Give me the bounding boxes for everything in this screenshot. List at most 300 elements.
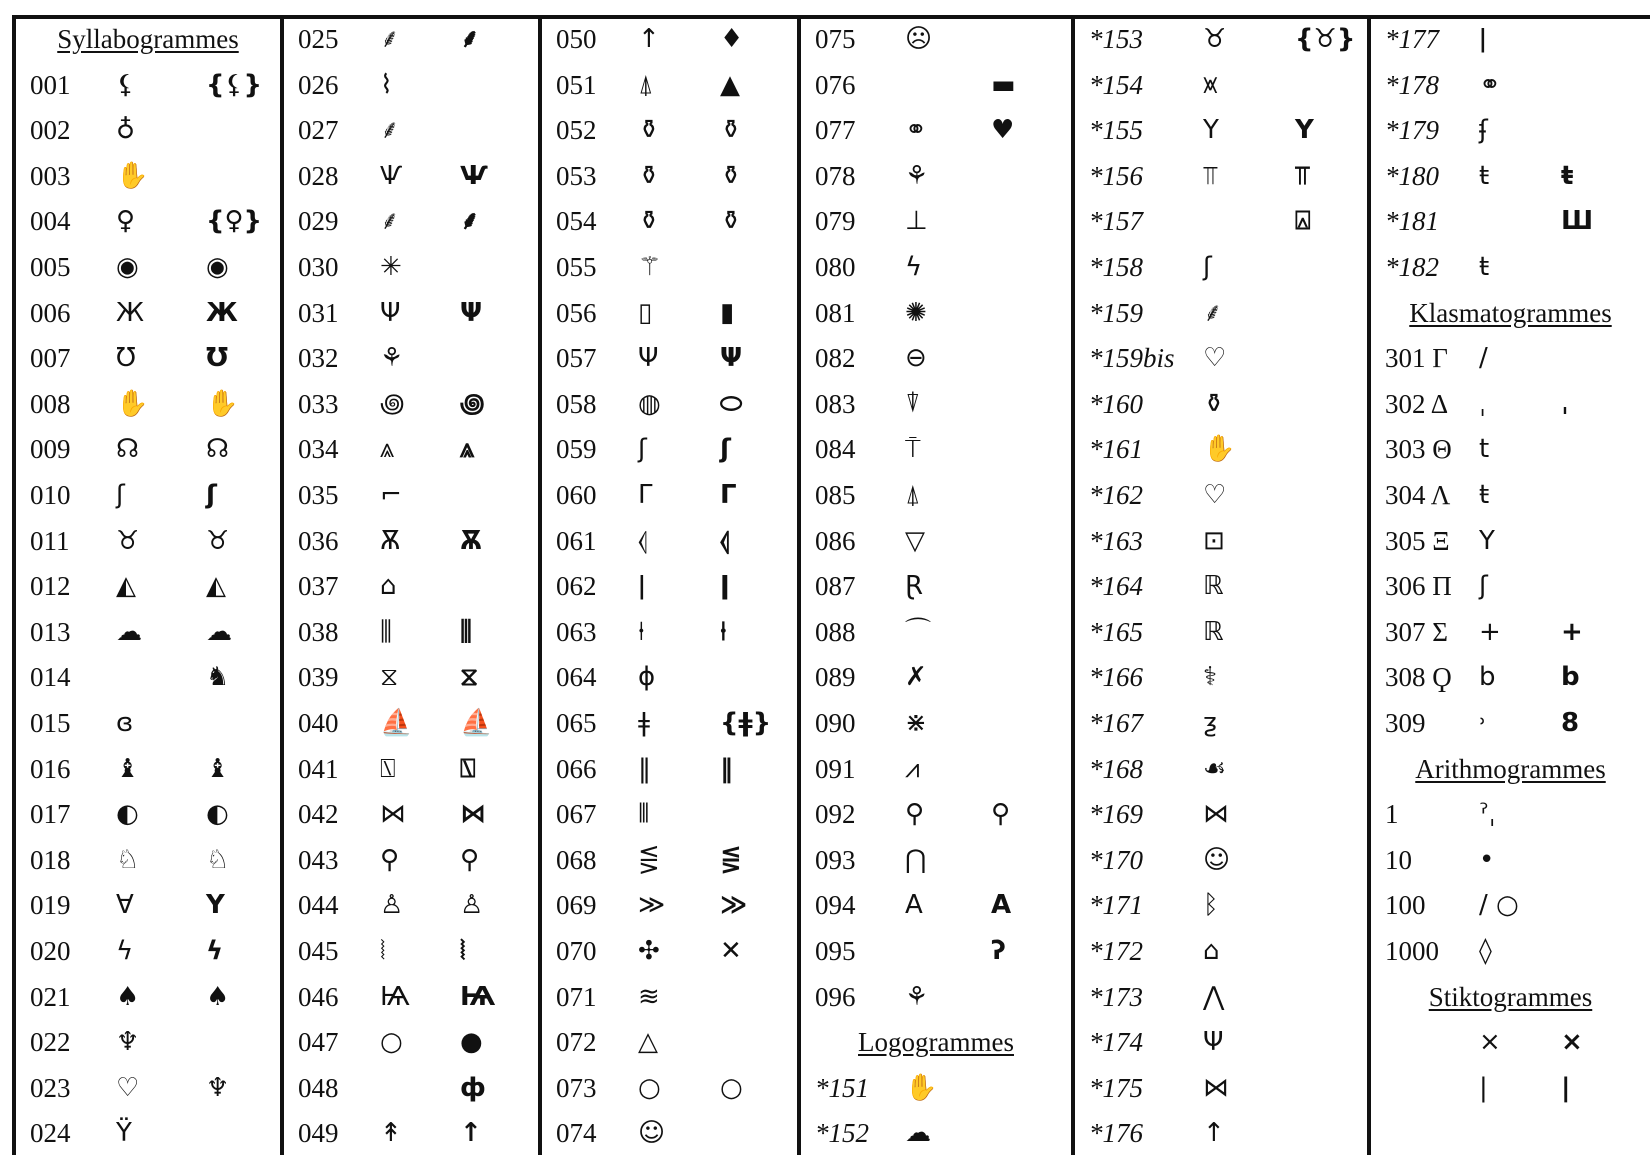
sign-row — [542, 247, 797, 292]
sign-code: *162 — [1089, 480, 1143, 510]
sign-row — [284, 1113, 538, 1158]
sign-row — [1371, 794, 1650, 839]
sign-row — [284, 384, 538, 429]
sign-row — [284, 201, 538, 246]
sign-row — [16, 156, 280, 201]
sign-row — [284, 749, 538, 794]
sign-glyph-outline: ♡ — [1203, 343, 1227, 374]
sign-row — [284, 247, 538, 292]
sign-code: 069 — [556, 890, 597, 921]
sign-row — [1075, 749, 1367, 794]
sign-glyph-solid: ϟ — [206, 936, 224, 966]
sign-glyph-solid: ʃ — [720, 434, 731, 465]
sign-code: *158 — [1089, 252, 1143, 282]
sign-row — [542, 703, 797, 748]
sign-row — [542, 110, 797, 155]
sign-code: 013 — [30, 616, 71, 647]
section-heading: Klasmatogrammes — [1409, 297, 1612, 328]
sign-glyph-outline: ϟ — [905, 252, 923, 282]
sign-code: 061 — [556, 525, 597, 556]
sign-glyph-solid: ⫪ — [1295, 160, 1310, 191]
sign-glyph-outline: ○ — [638, 1072, 661, 1103]
sign-row — [1075, 156, 1367, 201]
sign-code: 305 Ξ — [1385, 525, 1450, 556]
sign-code: 057 — [556, 343, 597, 374]
sign-row — [1075, 1022, 1367, 1067]
sign-glyph-outline: / — [1479, 343, 1488, 374]
sign-glyph-outline: ℝ — [1203, 571, 1224, 602]
sign-glyph-solid: ♦ — [720, 24, 744, 54]
sign-glyph-outline: ✣ — [638, 936, 660, 966]
sign-code: 096 — [815, 981, 856, 1012]
sign-code: 051 — [556, 69, 597, 100]
sign-glyph-outline: ✺ — [905, 297, 927, 328]
sign-glyph-outline: ⦉ — [638, 525, 648, 556]
sign-glyph-solid: ‖ — [720, 753, 733, 784]
sign-glyph-outline: ⋈ — [380, 799, 406, 830]
sign-code: 024 — [30, 1118, 71, 1149]
sign-glyph-solid: ▬ — [991, 69, 1016, 100]
sign-glyph-solid: ꩜ — [460, 388, 485, 419]
sign-code: *168 — [1089, 753, 1143, 784]
sign-row — [284, 566, 538, 611]
sign-code: *176 — [1089, 1118, 1143, 1149]
sign-glyph-outline: Ψ — [638, 343, 659, 374]
sign-code: 072 — [556, 1027, 597, 1058]
sign-glyph-outline: t — [1479, 434, 1490, 465]
sign-glyph-outline: ⫼ — [380, 616, 392, 647]
sign-code: 078 — [815, 160, 856, 191]
sign-code: 074 — [556, 1118, 597, 1149]
sign-code: *173 — [1089, 981, 1143, 1012]
sign-code: 050 — [556, 24, 597, 54]
sign-glyph-outline: ⸙ — [380, 115, 400, 146]
sign-glyph-solid: ⸙ — [460, 206, 480, 237]
sign-glyph-outline: ☺ — [1203, 844, 1231, 875]
sign-glyph-outline: × — [1479, 1027, 1501, 1058]
sign-code: 047 — [298, 1027, 339, 1058]
sign-code: 062 — [556, 571, 597, 602]
sign-row — [16, 566, 280, 611]
sign-code: 045 — [298, 936, 339, 966]
sign-glyph-solid: Ʊ — [206, 343, 229, 374]
sign-row — [801, 247, 1071, 292]
sign-row — [284, 703, 538, 748]
sign-glyph-outline: ⊡ — [1203, 525, 1225, 556]
sign-glyph-outline: ⧖ — [380, 662, 399, 693]
sign-row — [1075, 65, 1367, 110]
sign-row — [16, 475, 280, 520]
sign-glyph-solid: ☁ — [206, 616, 232, 647]
sign-glyph-outline: ⚭ — [1479, 69, 1501, 100]
sign-glyph-outline: ◐ — [116, 799, 139, 830]
sign-code: 036 — [298, 525, 339, 556]
section-heading-row — [1371, 749, 1650, 794]
sign-glyph-solid: | — [1561, 1072, 1571, 1103]
sign-glyph-solid: ⋈ — [460, 799, 486, 830]
sign-row — [1075, 110, 1367, 155]
sign-glyph-outline: Ж — [116, 297, 145, 328]
sign-row — [16, 749, 280, 794]
section-heading: Syllabogrammes — [57, 24, 239, 54]
sign-code: 017 — [30, 799, 71, 830]
sign-glyph-outline: ◊ — [1479, 936, 1492, 966]
sign-glyph-outline: ♠ — [116, 981, 140, 1012]
sign-glyph-outline: ⚱ — [638, 115, 660, 146]
sign-row — [1075, 201, 1367, 246]
sign-glyph-solid: ⚱ — [720, 160, 742, 191]
sign-code: *165 — [1089, 616, 1143, 647]
sign-row — [1371, 156, 1650, 201]
sign-code: *152 — [815, 1118, 869, 1149]
sign-row — [1371, 19, 1650, 64]
sign-row — [16, 429, 280, 474]
sign-glyph-outline: ↟ — [380, 1118, 402, 1149]
sign-code: 064 — [556, 662, 597, 693]
sign-row — [16, 110, 280, 155]
sign-glyph-solid: ⬭ — [720, 388, 743, 419]
sign-row — [1075, 429, 1367, 474]
sign-glyph-outline: A — [905, 890, 923, 921]
sign-row — [801, 201, 1071, 246]
sign-glyph-solid: b — [1561, 662, 1580, 693]
sign-row — [1075, 794, 1367, 839]
sign-glyph-outline: ɸ — [638, 662, 656, 693]
sign-glyph-outline: Ϋ — [116, 1118, 132, 1149]
sign-code: 030 — [298, 252, 339, 282]
sign-glyph-outline: ⸙ — [1203, 297, 1223, 328]
sign-code: 037 — [298, 571, 339, 602]
sign-glyph-outline: Ɽ — [905, 571, 924, 602]
sign-code: *169 — [1089, 799, 1143, 830]
sign-glyph-solid: ● — [460, 1027, 483, 1058]
sign-row — [1371, 247, 1650, 292]
sign-glyph-solid: {⚸} — [206, 69, 263, 100]
sign-row — [801, 749, 1071, 794]
sign-glyph-outline: ◍ — [638, 388, 661, 419]
sign-code: 095 — [815, 936, 856, 966]
sign-glyph-solid: ↑ — [460, 1118, 482, 1149]
sign-code: 068 — [556, 844, 597, 875]
sign-glyph-solid: Ж — [206, 297, 238, 328]
sign-code: 053 — [556, 160, 597, 191]
sign-glyph-outline: ʃ — [1203, 252, 1212, 282]
sign-code: 049 — [298, 1118, 339, 1149]
sign-glyph-solid: ⚲ — [460, 844, 480, 875]
sign-code: 076 — [815, 69, 856, 100]
sign-code: 092 — [815, 799, 856, 830]
sign-row — [542, 1113, 797, 1158]
sign-row — [542, 931, 797, 976]
sign-glyph-outline: Y — [1203, 115, 1219, 146]
sign-code: 085 — [815, 480, 856, 510]
sign-row — [284, 1022, 538, 1067]
sign-row — [1371, 931, 1650, 976]
sign-code: 308 Ϙ — [1385, 662, 1452, 693]
sign-glyph-solid: ⫼ — [460, 616, 472, 647]
sign-glyph-solid: ♆ — [206, 1072, 230, 1103]
section-heading: Logogrammes — [858, 1027, 1014, 1058]
sign-code: 059 — [556, 434, 597, 465]
sign-code: 028 — [298, 160, 339, 191]
sign-row — [16, 384, 280, 429]
sign-glyph-solid: ⩓ — [460, 434, 475, 465]
sign-glyph-outline: ⌐ — [380, 480, 402, 510]
sign-glyph-solid: ♥ — [991, 115, 1015, 146]
sign-code: *178 — [1385, 69, 1439, 100]
sign-row — [801, 293, 1071, 338]
sign-code: 009 — [30, 434, 71, 465]
sign-glyph-outline: ♝ — [116, 753, 140, 784]
sign-row — [801, 840, 1071, 885]
sign-code: 083 — [815, 388, 856, 419]
sign-code: *181 — [1385, 206, 1439, 237]
sign-glyph-solid: Y — [1295, 115, 1314, 146]
sign-row — [1371, 703, 1650, 748]
sign-glyph-outline: ⚱ — [1203, 388, 1225, 419]
sign-glyph-solid: ⛵ — [460, 708, 493, 738]
sign-glyph-solid: ♙ — [460, 890, 484, 921]
sign-row — [284, 885, 538, 930]
sign-code: 012 — [30, 571, 71, 602]
sign-glyph-solid: ф — [460, 1072, 486, 1103]
sign-row — [1075, 1113, 1367, 1158]
sign-row — [284, 110, 538, 155]
sign-row — [1371, 338, 1650, 383]
sign-glyph-outline: ŧ — [1479, 252, 1490, 282]
sign-code: 035 — [298, 480, 339, 510]
sign-glyph-outline: Ѫ — [380, 525, 401, 556]
sign-row — [1075, 612, 1367, 657]
sign-row — [801, 1113, 1071, 1158]
sign-glyph-outline: ˒ — [1479, 708, 1487, 738]
sign-glyph-solid: Ψ — [720, 343, 743, 374]
sign-row — [16, 338, 280, 383]
sign-glyph-solid: ✕ — [720, 936, 742, 966]
sign-code: 018 — [30, 844, 71, 875]
sign-code: *161 — [1089, 434, 1143, 465]
sign-glyph-solid: ◐ — [206, 799, 229, 830]
sign-glyph-outline: ⋈ — [1203, 799, 1229, 830]
sign-code: 084 — [815, 434, 856, 465]
sign-glyph-outline: ⦚ — [380, 936, 386, 966]
sign-code: 048 — [298, 1072, 339, 1103]
sign-code: 031 — [298, 297, 339, 328]
sign-glyph-outline: ϟ — [116, 936, 134, 966]
sign-row — [1371, 429, 1650, 474]
sign-row — [1371, 657, 1650, 702]
sign-row — [542, 885, 797, 930]
sign-code: *153 — [1089, 24, 1143, 54]
sign-row — [284, 293, 538, 338]
sign-code: *174 — [1089, 1027, 1143, 1058]
sign-row — [542, 429, 797, 474]
sign-code: *155 — [1089, 115, 1143, 146]
sign-glyph-outline: ⚲ — [380, 844, 400, 875]
sign-glyph-solid: ⦚ — [460, 936, 466, 966]
sign-row — [1075, 521, 1367, 566]
sign-row — [1371, 521, 1650, 566]
sign-row — [16, 977, 280, 1022]
sign-glyph-outline: ↑ — [1203, 1118, 1225, 1149]
sign-row — [1371, 110, 1650, 155]
sign-code: 065 — [556, 708, 597, 738]
sign-code: *151 — [815, 1072, 869, 1103]
sign-column — [16, 19, 280, 1155]
sign-glyph-outline: ✗ — [905, 662, 927, 693]
sign-code: *182 — [1385, 252, 1439, 282]
sign-code: 058 — [556, 388, 597, 419]
sign-glyph-solid: + — [1561, 616, 1583, 647]
sign-code: 077 — [815, 115, 856, 146]
sign-code: 067 — [556, 799, 597, 830]
sign-code: 008 — [30, 388, 71, 419]
sign-glyph-solid: ʃ — [206, 480, 217, 510]
sign-code: *159 — [1089, 297, 1143, 328]
sign-row — [542, 384, 797, 429]
sign-glyph-outline: ⚚ — [638, 252, 662, 282]
sign-glyph-outline: ꩜ — [380, 388, 405, 419]
sign-row — [284, 521, 538, 566]
sign-code: 026 — [298, 69, 339, 100]
sign-row — [542, 749, 797, 794]
sign-code: 066 — [556, 753, 597, 784]
sign-row — [16, 1068, 280, 1113]
sign-row — [801, 19, 1071, 64]
sign-glyph-outline: ⚸ — [116, 69, 136, 100]
sign-row — [284, 156, 538, 201]
sign-code: *157 — [1089, 206, 1143, 237]
sign-code: 309 — [1385, 708, 1426, 738]
sign-glyph-outline: ⫪ — [1203, 160, 1218, 191]
sign-glyph-outline: ☁ — [905, 1118, 931, 1149]
sign-code: *166 — [1089, 662, 1143, 693]
sign-row — [1075, 475, 1367, 520]
sign-code: *154 — [1089, 69, 1143, 100]
sign-glyph-outline: ⚱ — [638, 160, 660, 191]
sign-glyph-outline: Γ — [638, 480, 653, 510]
sign-code: 054 — [556, 206, 597, 237]
sign-code: 303 Θ — [1385, 434, 1452, 465]
sign-code: 301 Γ — [1385, 343, 1448, 374]
sign-glyph-solid: Γ — [720, 480, 737, 510]
sign-glyph-outline: ⚘ — [905, 160, 929, 191]
sign-glyph-solid: ǀ — [720, 571, 730, 602]
sign-code: 302 Δ — [1385, 388, 1449, 419]
sign-column — [542, 19, 797, 1155]
sign-row — [1075, 1068, 1367, 1113]
sign-glyph-outline: ⊖ — [905, 343, 927, 374]
sign-glyph-outline: ↑ — [638, 24, 660, 54]
sign-glyph-solid: Y — [206, 890, 225, 921]
sign-glyph-outline: ⚘ — [380, 343, 404, 374]
sign-glyph-outline: ⍑ — [905, 434, 921, 465]
sign-row — [1075, 384, 1367, 429]
sign-glyph-solid: ⚲ — [991, 799, 1011, 830]
sign-glyph-outline: ♁ — [116, 115, 136, 146]
sign-code: *156 — [1089, 160, 1143, 191]
sign-code: 091 — [815, 753, 856, 784]
sign-row — [801, 885, 1071, 930]
sign-code: *175 — [1089, 1072, 1143, 1103]
sign-glyph-solid: ⦉ — [720, 525, 730, 556]
sign-row — [542, 521, 797, 566]
sign-code: 044 — [298, 890, 339, 921]
sign-row — [16, 1113, 280, 1158]
sign-glyph-solid: ▲ — [720, 69, 740, 100]
sign-glyph-outline: ⋇ — [905, 708, 927, 738]
sign-code: 019 — [30, 890, 71, 921]
sign-row — [542, 566, 797, 611]
sign-glyph-outline: ʃ — [1479, 571, 1488, 602]
sign-code: 055 — [556, 252, 597, 282]
sign-row — [801, 612, 1071, 657]
sign-code: 015 — [30, 708, 71, 738]
sign-code: 1 — [1385, 799, 1399, 830]
sign-glyph-solid: ⧖ — [460, 662, 479, 693]
sign-row — [16, 794, 280, 839]
sign-row — [284, 657, 538, 702]
sign-code: 081 — [815, 297, 856, 328]
sign-row — [1075, 338, 1367, 383]
sign-row — [1075, 293, 1367, 338]
sign-code: *167 — [1089, 708, 1143, 738]
sign-glyph-outline: ☊ — [116, 434, 140, 465]
sign-row — [1371, 475, 1650, 520]
sign-glyph-outline: ⍂ — [380, 753, 396, 784]
sign-code: 041 — [298, 753, 339, 784]
sign-code: 094 — [815, 890, 856, 921]
sign-row — [284, 338, 538, 383]
sign-row — [542, 338, 797, 383]
sign-glyph-outline: ✳ — [380, 252, 402, 282]
sign-code: 032 — [298, 343, 339, 374]
sign-glyph-solid: ♝ — [206, 753, 230, 784]
sign-row — [16, 612, 280, 657]
section-heading: Stiktogrammes — [1428, 981, 1593, 1012]
sign-row — [542, 612, 797, 657]
sign-glyph-outline: ǀ — [638, 571, 646, 602]
sign-row — [16, 201, 280, 246]
sign-glyph-solid: ○ — [720, 1072, 743, 1103]
sign-row — [801, 110, 1071, 155]
sign-glyph-solid: Ш — [1561, 206, 1594, 237]
sign-glyph-solid: ◭ — [206, 571, 226, 602]
sign-row — [284, 475, 538, 520]
sign-glyph-solid: ŧ — [1561, 160, 1574, 191]
sign-glyph-outline: △ — [638, 1027, 658, 1058]
sign-code: 086 — [815, 525, 856, 556]
sign-glyph-solid: {♀} — [206, 206, 263, 237]
sign-code: 011 — [30, 525, 70, 556]
sign-code: 039 — [298, 662, 339, 693]
sign-glyph-solid: × — [1561, 1027, 1583, 1058]
sign-glyph-outline: ʄ — [1479, 115, 1488, 146]
sign-glyph-outline: Ψ — [380, 297, 401, 328]
sign-glyph-outline: ⌒ — [905, 616, 932, 647]
sign-row — [801, 1068, 1071, 1113]
sign-code: *170 — [1089, 844, 1143, 875]
sign-code: 046 — [298, 981, 339, 1012]
sign-row — [1371, 885, 1650, 930]
sign-glyph-outline: ⚘ — [905, 981, 929, 1012]
sign-row — [801, 475, 1071, 520]
sign-glyph-outline: • — [1479, 844, 1495, 875]
sign-glyph-solid: ✋ — [206, 388, 239, 419]
sign-code: 038 — [298, 616, 339, 647]
sign-glyph-solid: 8 — [1561, 708, 1580, 738]
sign-glyph-outline: + — [1479, 616, 1501, 647]
